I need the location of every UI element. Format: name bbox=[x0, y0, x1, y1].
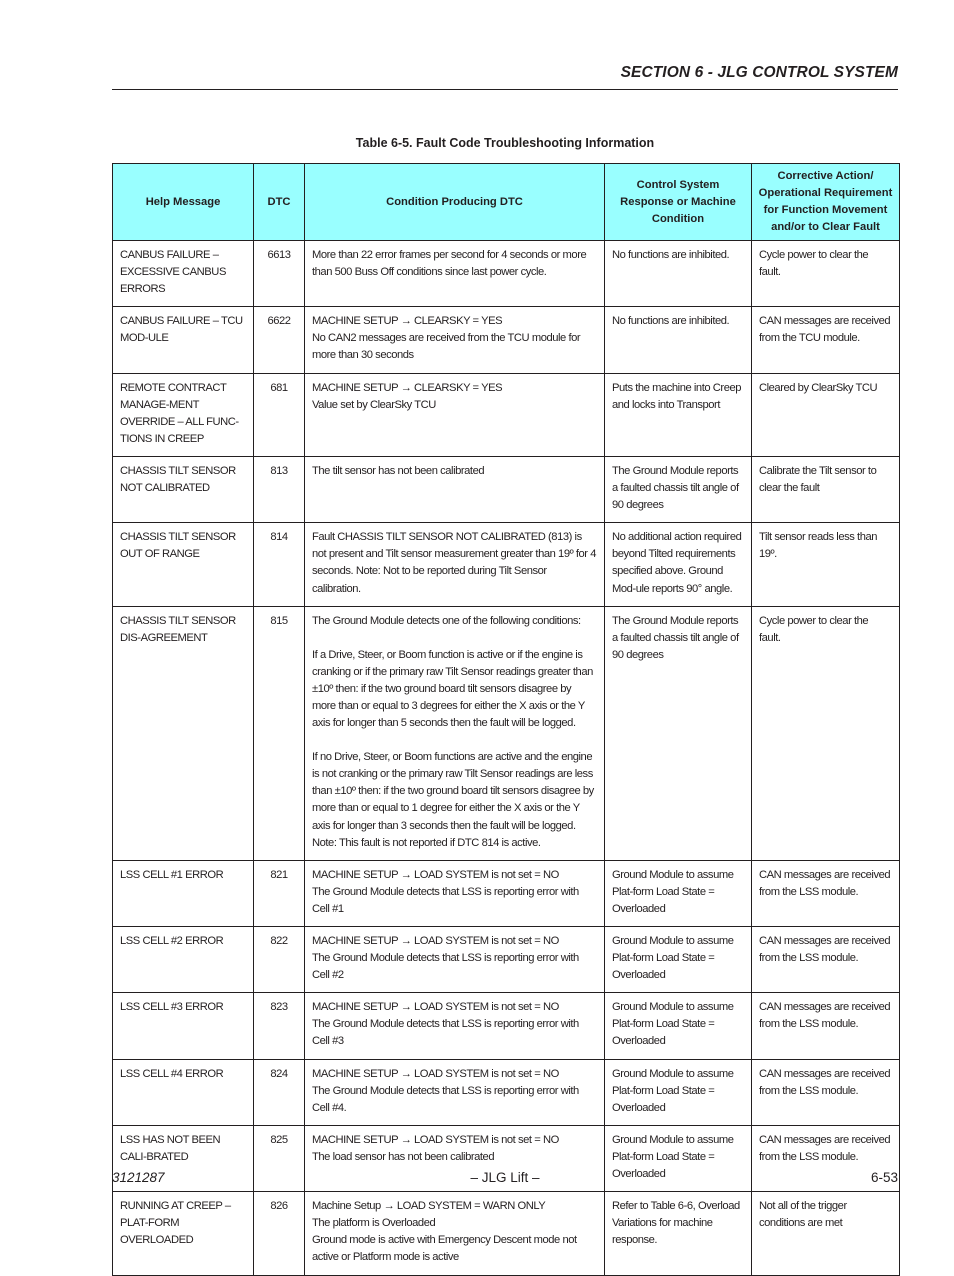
condition-line: The platform is Overloaded bbox=[312, 1217, 436, 1230]
response-cell: Ground Module to assume Plat-form Load State = Overloaded bbox=[605, 860, 752, 926]
corrective-action-cell: Calibrate the Tilt sensor to clear the fault bbox=[752, 456, 900, 522]
table-caption: Table 6-5. Fault Code Troubleshooting Information bbox=[355, 136, 655, 150]
dtc-cell: 815 bbox=[254, 606, 305, 860]
help-message-cell: CHASSIS TILT SENSOR DIS-AGREEMENT bbox=[113, 606, 254, 860]
help-message-cell: LSS CELL #3 ERROR bbox=[113, 993, 254, 1059]
table-row bbox=[113, 606, 900, 860]
condition-cell bbox=[305, 523, 605, 606]
corrective-action-cell: Tilt sensor reads less than 19º. bbox=[752, 523, 900, 606]
table-row bbox=[113, 993, 900, 1059]
section-title: SECTION 6 - JLG CONTROL SYSTEM bbox=[620, 64, 898, 81]
help-message-cell: LSS HAS NOT BEEN CALI-BRATED bbox=[113, 1125, 254, 1191]
column-header-corrective-action: Corrective Action/ Operational Requirement for Function Movement and/or to Clear Fault bbox=[752, 164, 900, 241]
dtc-cell: 814 bbox=[254, 523, 305, 606]
table-row bbox=[113, 1059, 900, 1125]
response-cell: Ground Module to assume Plat-form Load State = Overloaded bbox=[605, 927, 752, 993]
corrective-action-cell: CAN messages are received from the LSS module. bbox=[752, 1059, 900, 1125]
condition-line: MACHINE SETUP → LOAD SYSTEM is not set = NO bbox=[312, 1001, 559, 1014]
condition-line: The tilt sensor has not been calibrated bbox=[312, 464, 485, 477]
help-message-cell: REMOTE CONTRACT MANAGE-MENT OVERRIDE – ALL FUNC-TIONS IN CREEP bbox=[113, 373, 254, 456]
condition-line: Ground mode is active with Emergency Descent mode not active or Platform mode is active bbox=[312, 1234, 577, 1264]
condition-line: No CAN2 messages are received from the TCU module for more than 30 seconds bbox=[312, 332, 581, 362]
column-header-help-message: Help Message bbox=[113, 164, 254, 241]
column-header-response: Control System Response or Machine Condition bbox=[605, 164, 752, 241]
page-number: 6-53 bbox=[870, 1170, 898, 1185]
condition-line: The Ground Module detects that LSS is reporting error with Cell #3 bbox=[312, 1018, 579, 1048]
column-header-condition: Condition Producing DTC bbox=[305, 164, 605, 241]
help-message-cell: LSS CELL #4 ERROR bbox=[113, 1059, 254, 1125]
paragraph-gap bbox=[312, 732, 597, 749]
dtc-cell: 813 bbox=[254, 456, 305, 522]
dtc-cell: 6613 bbox=[254, 241, 305, 307]
condition-line: Machine Setup → LOAD SYSTEM = WARN ONLY bbox=[312, 1200, 546, 1213]
corrective-action-cell: CAN messages are received from the LSS module. bbox=[752, 927, 900, 993]
response-cell: Ground Module to assume Plat-form Load State = Overloaded bbox=[605, 993, 752, 1059]
condition-cell bbox=[305, 307, 605, 373]
condition-line: The load sensor has not been calibrated bbox=[312, 1150, 495, 1163]
corrective-action-cell: Cycle power to clear the fault. bbox=[752, 241, 900, 307]
help-message-cell: RUNNING AT CREEP – PLAT-FORM OVERLOADED bbox=[113, 1192, 254, 1275]
corrective-action-cell: Not all of the trigger conditions are met bbox=[752, 1192, 900, 1275]
response-cell: Ground Module to assume Plat-form Load State = Overloaded bbox=[605, 1059, 752, 1125]
response-cell: The Ground Module reports a faulted chassis tilt angle of 90 degrees bbox=[605, 606, 752, 860]
table-row bbox=[113, 456, 900, 522]
corrective-action-cell: CAN messages are received from the LSS module. bbox=[752, 1125, 900, 1191]
fault-table-body bbox=[113, 241, 900, 1276]
table-row bbox=[113, 373, 900, 456]
condition-line: Fault CHASSIS TILT SENSOR NOT CALIBRATED (813) is not present and Tilt sensor measurement greater than 19º for 4 seconds. Note: Not to be reported during Tilt Sensor calibration. bbox=[312, 531, 597, 595]
response-cell: No functions are inhibited. bbox=[605, 241, 752, 307]
condition-cell bbox=[305, 860, 605, 926]
table-row bbox=[113, 523, 900, 606]
response-cell: Puts the machine into Creep and locks into Transport bbox=[605, 373, 752, 456]
condition-cell bbox=[305, 456, 605, 522]
corrective-action-cell: CAN messages are received from the LSS module. bbox=[752, 993, 900, 1059]
dtc-cell: 825 bbox=[254, 1125, 305, 1191]
condition-line: MACHINE SETUP → CLEARSKY = YES bbox=[312, 315, 503, 328]
dtc-cell: 822 bbox=[254, 927, 305, 993]
paragraph-gap bbox=[312, 630, 597, 647]
condition-line: The Ground Module detects that LSS is reporting error with Cell #4. bbox=[312, 1084, 579, 1114]
condition-line: MACHINE SETUP → LOAD SYSTEM is not set = NO bbox=[312, 868, 559, 881]
dtc-cell: 826 bbox=[254, 1192, 305, 1275]
condition-cell bbox=[305, 1059, 605, 1125]
condition-line: MACHINE SETUP → LOAD SYSTEM is not set = NO bbox=[312, 1067, 559, 1080]
help-message-cell: CANBUS FAILURE – TCU MOD-ULE bbox=[113, 307, 254, 373]
condition-cell bbox=[305, 241, 605, 307]
header-divider bbox=[112, 89, 898, 90]
fault-code-table bbox=[112, 163, 900, 1276]
corrective-action-cell: Cleared by ClearSky TCU bbox=[752, 373, 900, 456]
corrective-action-cell: Cycle power to clear the fault. bbox=[752, 606, 900, 860]
column-header-dtc: DTC bbox=[254, 164, 305, 241]
table-row bbox=[113, 1192, 900, 1275]
condition-line: MACHINE SETUP → CLEARSKY = YES bbox=[312, 381, 503, 394]
table-row bbox=[113, 927, 900, 993]
condition-line: The Ground Module detects one of the following conditions: bbox=[312, 614, 581, 627]
condition-line: MACHINE SETUP → LOAD SYSTEM is not set = NO bbox=[312, 1133, 559, 1146]
response-cell: Refer to Table 6-6, Overload Variations for machine response. bbox=[605, 1192, 752, 1275]
table-row bbox=[113, 307, 900, 373]
response-cell: The Ground Module reports a faulted chassis tilt angle of 90 degrees bbox=[605, 456, 752, 522]
dtc-cell: 824 bbox=[254, 1059, 305, 1125]
condition-cell bbox=[305, 373, 605, 456]
condition-line: The Ground Module detects that LSS is reporting error with Cell #1 bbox=[312, 885, 579, 915]
help-message-cell: CHASSIS TILT SENSOR NOT CALIBRATED bbox=[113, 456, 254, 522]
help-message-cell: LSS CELL #2 ERROR bbox=[113, 927, 254, 993]
condition-line: If no Drive, Steer, or Boom functions are active and the engine is not cranking or the primary raw Tilt Sensor readings are less than ±10º then: if the two ground board tilt sensors disagree by more than or equal to 1 degree for either the X axis or the Y axis for longer than 3 seconds then the fault will be logged. bbox=[312, 751, 594, 832]
condition-line: Note: This fault is not reported if DTC 814 is active. bbox=[312, 836, 541, 849]
condition-line: The Ground Module detects that LSS is reporting error with Cell #2 bbox=[312, 952, 579, 982]
table-row bbox=[113, 860, 900, 926]
response-cell: No functions are inhibited. bbox=[605, 307, 752, 373]
footer-brand: – JLG Lift – bbox=[470, 1170, 540, 1185]
condition-line: If a Drive, Steer, or Boom function is active or if the engine is cranking or if the primary raw Tilt Sensor readings greater than ±10º then: if the two ground board tilt sensors disagree by more than or equal to 3 degrees for either the X axis or the Y axis for longer than 5 seconds then the fault will be logged. bbox=[312, 648, 593, 730]
corrective-action-cell: CAN messages are received from the TCU module. bbox=[752, 307, 900, 373]
condition-cell bbox=[305, 606, 605, 860]
help-message-cell: CHASSIS TILT SENSOR OUT OF RANGE bbox=[113, 523, 254, 606]
condition-line: More than 22 error frames per second for 4 seconds or more than 500 Buss Off conditions since last power cycle. bbox=[312, 249, 587, 279]
condition-cell bbox=[305, 993, 605, 1059]
dtc-cell: 681 bbox=[254, 373, 305, 456]
response-cell: Ground Module to assume Plat-form Load State = Overloaded bbox=[605, 1125, 752, 1191]
help-message-cell: LSS CELL #1 ERROR bbox=[113, 860, 254, 926]
condition-line: MACHINE SETUP → LOAD SYSTEM is not set = NO bbox=[312, 935, 559, 947]
condition-line: Value set by ClearSky TCU bbox=[312, 398, 436, 411]
condition-cell bbox=[305, 1192, 605, 1275]
document-number: 3121287 bbox=[112, 1170, 165, 1185]
response-cell: No additional action required beyond Tilted requirements specified above. Ground Mod-ule reports 90° angle. bbox=[605, 523, 752, 606]
table-row bbox=[113, 241, 900, 307]
corrective-action-cell: CAN messages are received from the LSS module. bbox=[752, 860, 900, 926]
dtc-cell: 821 bbox=[254, 860, 305, 926]
table-header-row bbox=[113, 164, 900, 241]
dtc-cell: 6622 bbox=[254, 307, 305, 373]
help-message-cell: CANBUS FAILURE – EXCESSIVE CANBUS ERRORS bbox=[113, 241, 254, 307]
dtc-cell: 823 bbox=[254, 993, 305, 1059]
condition-cell bbox=[305, 927, 605, 993]
